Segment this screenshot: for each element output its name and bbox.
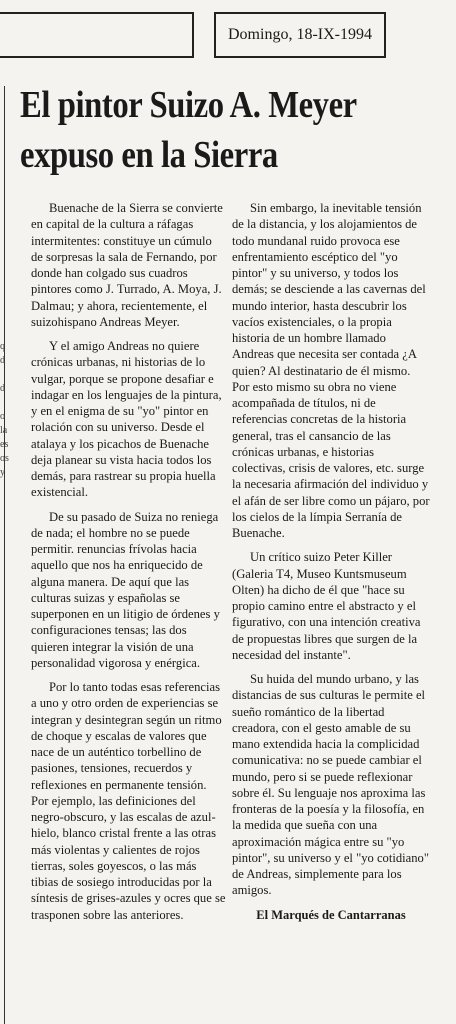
right-column xyxy=(232,200,430,931)
paragraph: Su huida del mundo urbano, y las distancias de sus culturas le permite el sueño romántico de la libertad creadora, con el gesto amable de su mano extendida hacia la complicidad comunicativa: no se puede cambiar el mundo, pero si se puede reflexionar sobre él. Su lenguaje nos aproxima las fronteras de la poesía y la filosofía, en la medida que sueña con una aproximación mágica entre su "yo pintor", su universo y el "yo cotidiano" de Andreas, simplemente para los amigos. xyxy=(232,672,429,898)
paragraph: Buenache de la Sierra se convierte en capital de la cultura a ráfagas intermitentes: constituye un cúmulo de sorpresas la sala de Fernando, por donde han colgado sus cuadros pintores como J. Turrado, A. Moya, J. Dalmau; y ahora, recientemente, el suizohispano Andreas Meyer. xyxy=(31,201,223,329)
cut-off-neighbor-text: q d d o la es os y xyxy=(0,341,9,478)
headline-line-1: El pintor Suizo A. Meyer xyxy=(20,84,357,126)
headline-line-2: expuso en la Sierra xyxy=(20,134,278,176)
paragraph: Sin embargo, la inevitable tensión de la distancia, y los alojamientos de todo mundanal ruido provoca ese enfrentamiento escéptico del "yo pintor" y su universo, y todos los demás; se desciende a las cavernas del mundo interior, hasta descubrir los vacíos existenciales, o la propia historia de un hombre llamado Andreas que necesita ser contada ¿A quien? Al destinatario de él mismo. Por esto mismo su obra no viene acompañada de títulos, ni de referencias concretas de la historia general, tras el cansancio de las crónicas urbanas, e historias colectivas, crisis de valores, etc. surge la necesaria afirmación del individuo y el afán de ser libre como un pájaro, por los cielos de la límpia Serranía de Buenache. xyxy=(232,201,430,540)
date-box xyxy=(214,12,386,58)
left-column xyxy=(31,200,226,931)
paragraph: De su pasado de Suiza no reniega de nada; el hombre no se puede permitir. renuncias frívolas hacia aquello que nos ha enriquecido de alguna manera. De aquí que las culturas suizas y españolas se superponen en un litigio de órdenes y configuraciones tensas; las dos quieren integrar la visión de una personalidad vigorosa y enérgica. xyxy=(31,509,220,670)
paragraph: Y el amigo Andreas no quiere crónicas urbanas, ni historias de lo vulgar, porque se propone desafiar e indagar en los lenguajes de la pintura, y en el enigma de su "yo" pintor en rolación con su universo. Desde el atalaya y los picachos de Buenache deja planear su vista hacia todos los demás, para rastrear su propia huella existencial. xyxy=(31,339,222,500)
adjacent-article-frame xyxy=(0,12,194,58)
publication-date: Domingo, 18-IX-1994 xyxy=(228,26,372,43)
paragraph: Un crítico suizo Peter Killer (Galeria T4, Museo Kuntsmuseum Olten) ha dicho de él que "hace su propio camino entre el abstracto y el figurativo, con una intención creativa de propuestas libres que surgen de la necesidad del instante". xyxy=(232,550,421,662)
paragraph: Por lo tanto todas esas referencias a uno y otro orden de experiencias se integran y desintegran según un ritmo de choque y escalas de valores que nace de un auténtico torbellino de pasiones, tensiones, recuerdos y reflexiones en permanente tensión. Por ejemplo, las definiciones del negro-obscuro, y las escalas de azul-hielo, blanco cristal frente a las otras más violentas y calientes de rojos tierras, soles goyescos, o las más tibias de sosiego introducidas por la síntesis de grises-azules y ocres que se trasponen sobre las anteriores. xyxy=(31,680,226,922)
author-signature: El Marqués de Cantarranas xyxy=(256,907,406,922)
article-headline xyxy=(20,80,381,180)
